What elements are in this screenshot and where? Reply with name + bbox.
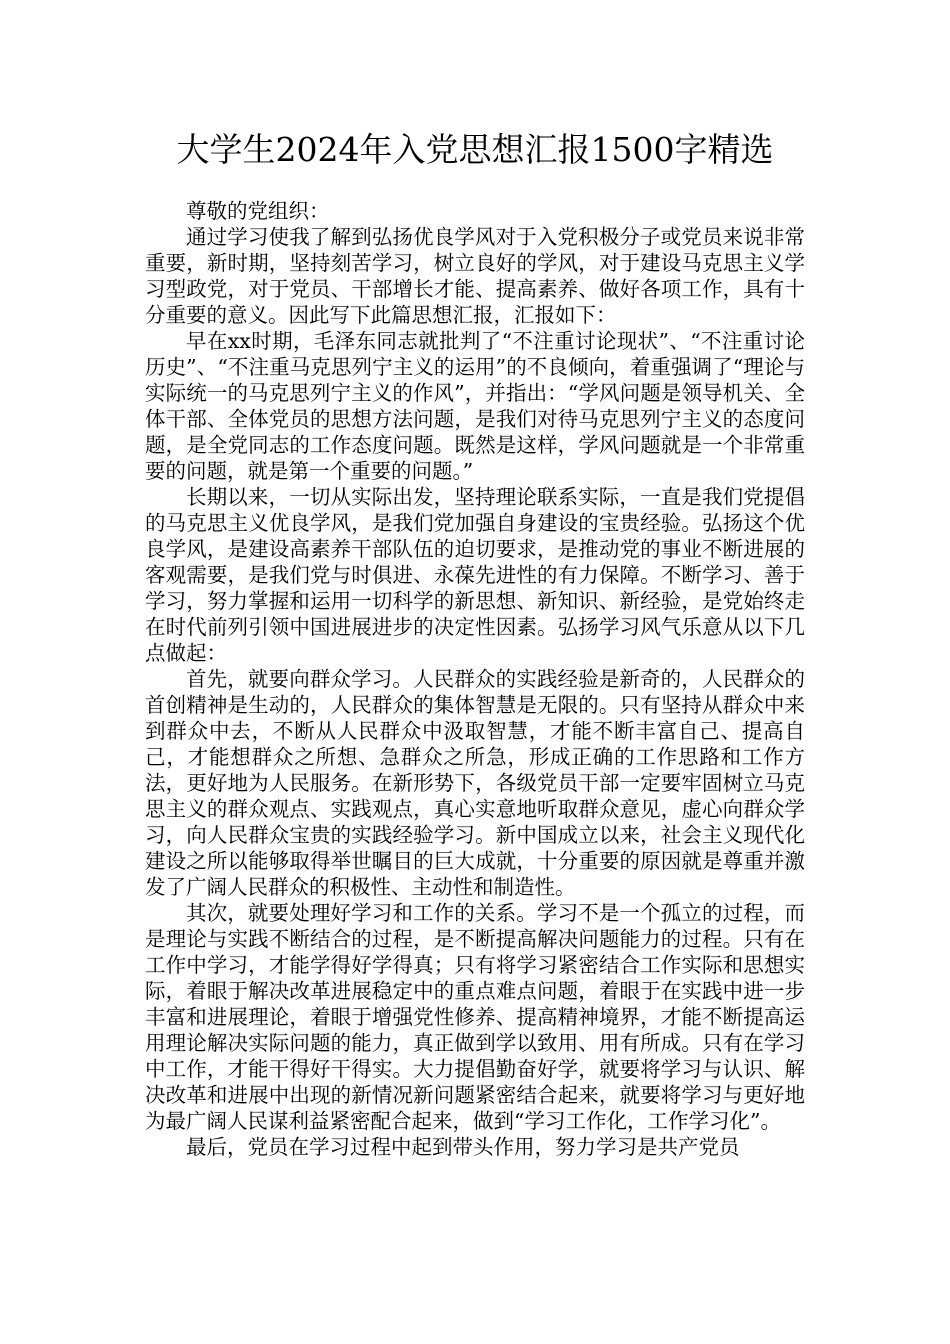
paragraph-last-point: 最后，党员在学习过程中起到带头作用，努力学习是共产党员 — [186, 1135, 740, 1159]
paragraph-second-point: 其次，就要处理好学习和工作的关系。学习不是一个孤立的过程，而是理论与实践不断结合的过程，是不断提高解决问题能力的过程。只有在工作中学习，才能学得好学得真；只有将学习紧密结合工作实际和思想实际，着眼于解决改革进展稳定中的重点难点问题，着眼于在实践中进一步丰富和进展理论，着眼于增强党性修养、提高精神境界，才能不断提高运用理论解决实际问题的能力，真正做到学以致用、用有所成。只有在学习中工作，才能干得好干得实。大力提倡勤奋好学，就要将学习与认识、解决改革和进展中出现的新情况新问题紧密结合起来，就要将学习与更好地为最广阔人民谋利益紧密配合起来，做到“学习工作化，工作学习化”。 — [145, 901, 805, 1133]
paragraph-intro: 通过学习使我了解到弘扬优良学风对于入党积极分子或党员来说非常重要，新时期，坚持刻苦学习，树立良好的学风，对于建设马克思主义学习型政党，对于党员、干部增长才能、提高素养、做好各项工作，具有十分重要的意义。因此写下此篇思想汇报，汇报如下： — [145, 225, 805, 327]
document-body — [145, 198, 805, 1160]
paragraph-history: 早在xx时期，毛泽东同志就批判了“不注重讨论现状”、“不注重讨论历史”、“不注重马克思列宁主义的运用”的不良倾向，着重强调了“理论与实际统一的马克思列宁主义的作风”，并指出：“学风问题是领导机关、全体干部、全体党员的思想方法问题，是我们对待马克思列宁主义的态度问题，是全党同志的工作态度问题。既然是这样，学风问题就是一个非常重要的问题，就是第一个重要的问题。” — [145, 329, 805, 483]
salutation: 尊敬的党组织： — [186, 199, 330, 223]
paragraph-tradition: 长期以来，一切从实际出发，坚持理论联系实际，一直是我们党提倡的马克思主义优良学风，是我们党加强自身建设的宝贵经验。弘扬这个优良学风，是建设高素养干部队伍的迫切要求，是推动党的事业不断进展的客观需要，是我们党与时俱进、永葆先进性的有力保障。不断学习、善于学习，努力掌握和运用一切科学的新思想、新知识、新经验，是党始终走在时代前列引领中国进展进步的决定性因素。弘扬学习风气乐意从以下几点做起： — [145, 485, 805, 665]
paragraph-first-point: 首先，就要向群众学习。人民群众的实践经验是新奇的，人民群众的首创精神是生动的，人民群众的集体智慧是无限的。只有坚持从群众中来到群众中去，不断从人民群众中汲取智慧，才能不断丰富自己、提高自己，才能想群众之所想、急群众之所急，形成正确的工作思路和工作方法，更好地为人民服务。在新形势下，各级党员干部一定要牢固树立马克思主义的群众观点、实践观点，真心实意地听取群众意见，虚心向群众学习，向人民群众宝贵的实践经验学习。新中国成立以来，社会主义现代化建设之所以能够取得举世瞩目的巨大成就，十分重要的原因就是尊重并激发了广阔人民群众的积极性、主动性和制造性。 — [145, 667, 805, 899]
document-title: 大学生2024年入党思想汇报1500字精选 — [176, 130, 774, 169]
